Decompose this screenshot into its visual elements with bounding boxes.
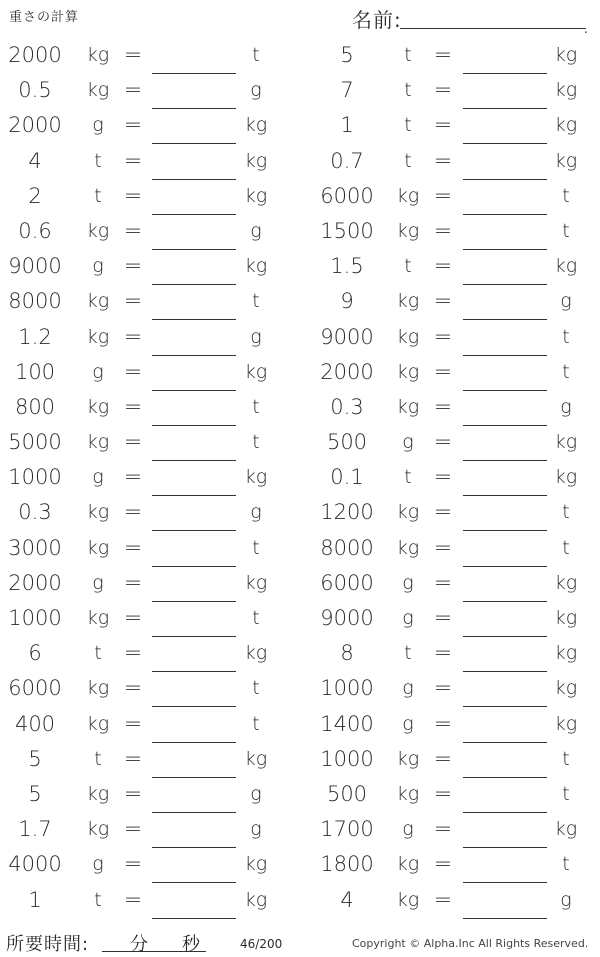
problem-row xyxy=(0,636,600,671)
to-unit: kg xyxy=(554,255,578,278)
to-unit: kg xyxy=(554,466,578,489)
equals-sign: = xyxy=(123,113,143,139)
from-unit: kg xyxy=(86,782,110,805)
given-value: 9000 xyxy=(8,254,62,279)
given-value: 9 xyxy=(340,289,354,314)
answer-blank[interactable] xyxy=(463,918,547,919)
given-value: 4 xyxy=(340,887,354,912)
from-unit: kg xyxy=(396,501,420,524)
copyright: Copyright © Alpha.Inc All Rights Reserved. xyxy=(352,937,589,950)
to-unit: t xyxy=(562,536,570,559)
problem-row xyxy=(0,883,600,918)
from-unit: kg xyxy=(86,219,110,242)
from-unit: kg xyxy=(396,184,420,207)
equals-sign: = xyxy=(433,465,453,491)
to-unit: t xyxy=(252,677,260,700)
to-unit: kg xyxy=(554,642,578,665)
given-value: 5 xyxy=(28,746,42,771)
given-value: 500 xyxy=(326,781,368,806)
from-unit: kg xyxy=(396,853,420,876)
problem-row xyxy=(0,495,600,530)
to-unit: kg xyxy=(554,607,578,629)
equals-sign: = xyxy=(123,535,143,561)
equals-sign: = xyxy=(123,465,143,491)
equals-sign: = xyxy=(433,852,453,878)
to-unit: kg xyxy=(244,114,268,137)
given-value: 5000 xyxy=(8,430,62,455)
from-unit: kg xyxy=(86,677,110,700)
to-unit: t xyxy=(562,360,570,383)
to-unit: t xyxy=(252,395,260,418)
equals-sign: = xyxy=(433,43,453,68)
given-value: 0.3 xyxy=(330,394,364,419)
equals-sign: = xyxy=(123,394,143,420)
to-unit: g xyxy=(250,782,262,805)
from-unit: kg xyxy=(396,290,420,313)
given-value: 9000 xyxy=(320,324,374,349)
problem-row xyxy=(0,73,600,108)
to-unit: t xyxy=(252,712,260,735)
from-unit: kg xyxy=(86,431,110,454)
to-unit: t xyxy=(562,782,570,805)
equals-sign: = xyxy=(433,641,453,667)
to-unit: kg xyxy=(244,255,268,278)
equals-sign: = xyxy=(433,711,453,737)
equals-sign: = xyxy=(433,113,453,139)
from-unit: g xyxy=(402,571,414,594)
equals-sign: = xyxy=(433,817,453,843)
given-value: 6 xyxy=(28,641,42,666)
given-value: 4000 xyxy=(8,852,62,877)
equals-sign: = xyxy=(123,43,143,68)
equals-sign: = xyxy=(123,254,143,280)
to-unit: kg xyxy=(244,571,268,594)
from-unit: kg xyxy=(396,395,420,418)
to-unit: t xyxy=(252,607,260,629)
from-unit: kg xyxy=(86,290,110,313)
equals-sign: = xyxy=(123,430,143,456)
to-unit: t xyxy=(252,290,260,313)
from-unit: g xyxy=(402,818,414,841)
from-unit: kg xyxy=(86,501,110,524)
problem-row xyxy=(0,320,600,355)
problem-row xyxy=(0,742,600,777)
from-unit: kg xyxy=(86,79,110,102)
from-unit: kg xyxy=(396,888,420,911)
problem-row xyxy=(0,460,600,495)
equals-sign: = xyxy=(433,394,453,420)
from-unit: kg xyxy=(86,607,110,629)
given-value: 2 xyxy=(28,183,42,208)
equals-sign: = xyxy=(433,570,453,596)
given-value: 6000 xyxy=(320,570,374,595)
problem-row xyxy=(0,284,600,319)
given-value: 2000 xyxy=(320,359,374,384)
given-value: 5 xyxy=(340,43,354,67)
to-unit: t xyxy=(562,853,570,876)
equals-sign: = xyxy=(123,570,143,596)
equals-sign: = xyxy=(433,500,453,526)
to-unit: g xyxy=(560,395,572,418)
from-unit: t xyxy=(94,747,102,770)
problem-row xyxy=(0,38,600,73)
given-value: 1500 xyxy=(320,218,374,243)
equals-sign: = xyxy=(123,183,143,209)
from-unit: g xyxy=(92,466,104,489)
given-value: 1 xyxy=(340,113,354,138)
from-unit: t xyxy=(404,149,412,172)
given-value: 1000 xyxy=(320,676,374,701)
to-unit: kg xyxy=(554,677,578,700)
problem-row xyxy=(0,707,600,742)
given-value: 6000 xyxy=(320,183,374,208)
answer-blank[interactable] xyxy=(152,918,236,919)
equals-sign: = xyxy=(123,887,143,913)
given-value: 2000 xyxy=(8,570,62,595)
equals-sign: = xyxy=(433,289,453,315)
equals-sign: = xyxy=(433,887,453,913)
equals-sign: = xyxy=(433,746,453,772)
to-unit: kg xyxy=(554,114,578,137)
given-value: 0.5 xyxy=(18,78,52,103)
given-value: 8000 xyxy=(8,289,62,314)
given-value: 1200 xyxy=(320,500,374,525)
equals-sign: = xyxy=(123,148,143,174)
given-value: 4 xyxy=(28,148,42,173)
from-unit: t xyxy=(404,255,412,278)
given-value: 0.1 xyxy=(330,465,364,490)
from-unit: g xyxy=(402,712,414,735)
given-value: 5 xyxy=(28,781,42,806)
given-value: 1000 xyxy=(320,746,374,771)
problem-row xyxy=(0,144,600,179)
from-unit: kg xyxy=(396,360,420,383)
to-unit: t xyxy=(562,325,570,348)
to-unit: kg xyxy=(244,184,268,207)
equals-sign: = xyxy=(123,606,143,631)
given-value: 0.3 xyxy=(18,500,52,525)
equals-sign: = xyxy=(433,78,453,104)
to-unit: t xyxy=(562,747,570,770)
equals-sign: = xyxy=(123,746,143,772)
page-number: 46/200 xyxy=(240,937,283,951)
worksheet-title: 重さの計算 xyxy=(9,10,80,25)
to-unit: t xyxy=(252,431,260,454)
given-value: 1.7 xyxy=(18,817,52,842)
from-unit: kg xyxy=(396,325,420,348)
equals-sign: = xyxy=(433,218,453,244)
problem-row xyxy=(0,777,600,812)
to-unit: g xyxy=(560,290,572,313)
to-unit: g xyxy=(560,888,572,911)
from-unit: kg xyxy=(396,747,420,770)
to-unit: g xyxy=(250,501,262,524)
equals-sign: = xyxy=(433,430,453,456)
from-unit: g xyxy=(92,360,104,383)
from-unit: t xyxy=(404,44,412,66)
problem-row xyxy=(0,566,600,601)
from-unit: t xyxy=(94,184,102,207)
to-unit: kg xyxy=(554,44,578,66)
equals-sign: = xyxy=(123,641,143,667)
from-unit: t xyxy=(404,114,412,137)
to-unit: t xyxy=(562,184,570,207)
from-unit: kg xyxy=(396,536,420,559)
problem-row xyxy=(0,847,600,882)
problem-row xyxy=(0,355,600,390)
to-unit: kg xyxy=(244,747,268,770)
problem-row xyxy=(0,425,600,460)
given-value: 8 xyxy=(340,641,354,666)
to-unit: g xyxy=(250,219,262,242)
equals-sign: = xyxy=(433,676,453,702)
equals-sign: = xyxy=(123,289,143,315)
problem-row xyxy=(0,671,600,706)
from-unit: t xyxy=(404,466,412,489)
to-unit: t xyxy=(252,536,260,559)
time-label: 所要時間: xyxy=(6,934,90,955)
given-value: 0.6 xyxy=(18,218,52,243)
given-value: 800 xyxy=(14,394,56,419)
given-value: 7 xyxy=(340,78,354,103)
problem-row xyxy=(0,390,600,425)
from-unit: kg xyxy=(86,395,110,418)
problem-row xyxy=(0,249,600,284)
equals-sign: = xyxy=(433,535,453,561)
to-unit: kg xyxy=(244,466,268,489)
equals-sign: = xyxy=(433,359,453,385)
given-value: 9000 xyxy=(320,606,374,630)
from-unit: t xyxy=(94,149,102,172)
from-unit: g xyxy=(92,853,104,876)
to-unit: kg xyxy=(244,853,268,876)
name-field xyxy=(352,4,592,36)
given-value: 400 xyxy=(14,711,56,736)
given-value: 0.7 xyxy=(330,148,364,173)
given-value: 1 xyxy=(28,887,42,912)
to-unit: kg xyxy=(244,888,268,911)
from-unit: kg xyxy=(86,536,110,559)
problem-row xyxy=(0,601,600,636)
problem-row xyxy=(0,214,600,249)
from-unit: t xyxy=(404,79,412,102)
equals-sign: = xyxy=(433,148,453,174)
from-unit: kg xyxy=(86,818,110,841)
equals-sign: = xyxy=(123,78,143,104)
given-value: 1000 xyxy=(8,465,62,490)
from-unit: g xyxy=(402,677,414,700)
to-unit: g xyxy=(250,325,262,348)
given-value: 100 xyxy=(14,359,56,384)
equals-sign: = xyxy=(433,324,453,350)
equals-sign: = xyxy=(123,852,143,878)
given-value: 6000 xyxy=(8,676,62,701)
equals-sign: = xyxy=(123,817,143,843)
equals-sign: = xyxy=(433,606,453,631)
to-unit: kg xyxy=(554,571,578,594)
to-unit: kg xyxy=(554,431,578,454)
from-unit: kg xyxy=(86,325,110,348)
to-unit: g xyxy=(250,818,262,841)
to-unit: t xyxy=(562,501,570,524)
given-value: 1000 xyxy=(8,606,62,630)
problem-row xyxy=(0,531,600,566)
problem-grid xyxy=(0,38,600,918)
problem-row xyxy=(0,108,600,143)
to-unit: kg xyxy=(244,360,268,383)
name-blank-line[interactable] xyxy=(400,28,586,29)
from-unit: g xyxy=(402,431,414,454)
from-unit: t xyxy=(404,642,412,665)
equals-sign: = xyxy=(123,781,143,807)
equals-sign: = xyxy=(433,781,453,807)
from-unit: g xyxy=(92,114,104,137)
given-value: 1700 xyxy=(320,817,374,842)
name-dot: . xyxy=(584,22,588,36)
time-taken xyxy=(6,930,226,954)
equals-sign: = xyxy=(433,254,453,280)
given-value: 500 xyxy=(326,430,368,455)
seconds-label: 秒 xyxy=(182,934,200,955)
to-unit: t xyxy=(252,44,260,66)
from-unit: kg xyxy=(86,44,110,66)
to-unit: kg xyxy=(554,149,578,172)
equals-sign: = xyxy=(123,500,143,526)
from-unit: kg xyxy=(396,782,420,805)
given-value: 1.2 xyxy=(18,324,52,349)
given-value: 2000 xyxy=(8,43,62,67)
from-unit: g xyxy=(92,255,104,278)
to-unit: kg xyxy=(244,642,268,665)
equals-sign: = xyxy=(433,183,453,209)
from-unit: g xyxy=(402,607,414,629)
from-unit: t xyxy=(94,888,102,911)
to-unit: t xyxy=(562,219,570,242)
from-unit: g xyxy=(92,571,104,594)
to-unit: kg xyxy=(554,818,578,841)
problem-row xyxy=(0,812,600,847)
given-value: 3000 xyxy=(8,535,62,560)
given-value: 1.5 xyxy=(330,254,364,279)
to-unit: kg xyxy=(554,79,578,102)
problem-row xyxy=(0,179,600,214)
to-unit: kg xyxy=(244,149,268,172)
to-unit: g xyxy=(250,79,262,102)
equals-sign: = xyxy=(123,711,143,737)
given-value: 2000 xyxy=(8,113,62,138)
equals-sign: = xyxy=(123,324,143,350)
equals-sign: = xyxy=(123,676,143,702)
equals-sign: = xyxy=(123,218,143,244)
given-value: 1800 xyxy=(320,852,374,877)
equals-sign: = xyxy=(123,359,143,385)
from-unit: kg xyxy=(396,219,420,242)
from-unit: t xyxy=(94,642,102,665)
given-value: 8000 xyxy=(320,535,374,560)
from-unit: kg xyxy=(86,712,110,735)
given-value: 1400 xyxy=(320,711,374,736)
minutes-label: 分 xyxy=(130,934,148,955)
name-label: 名前: xyxy=(352,8,402,32)
to-unit: kg xyxy=(554,712,578,735)
